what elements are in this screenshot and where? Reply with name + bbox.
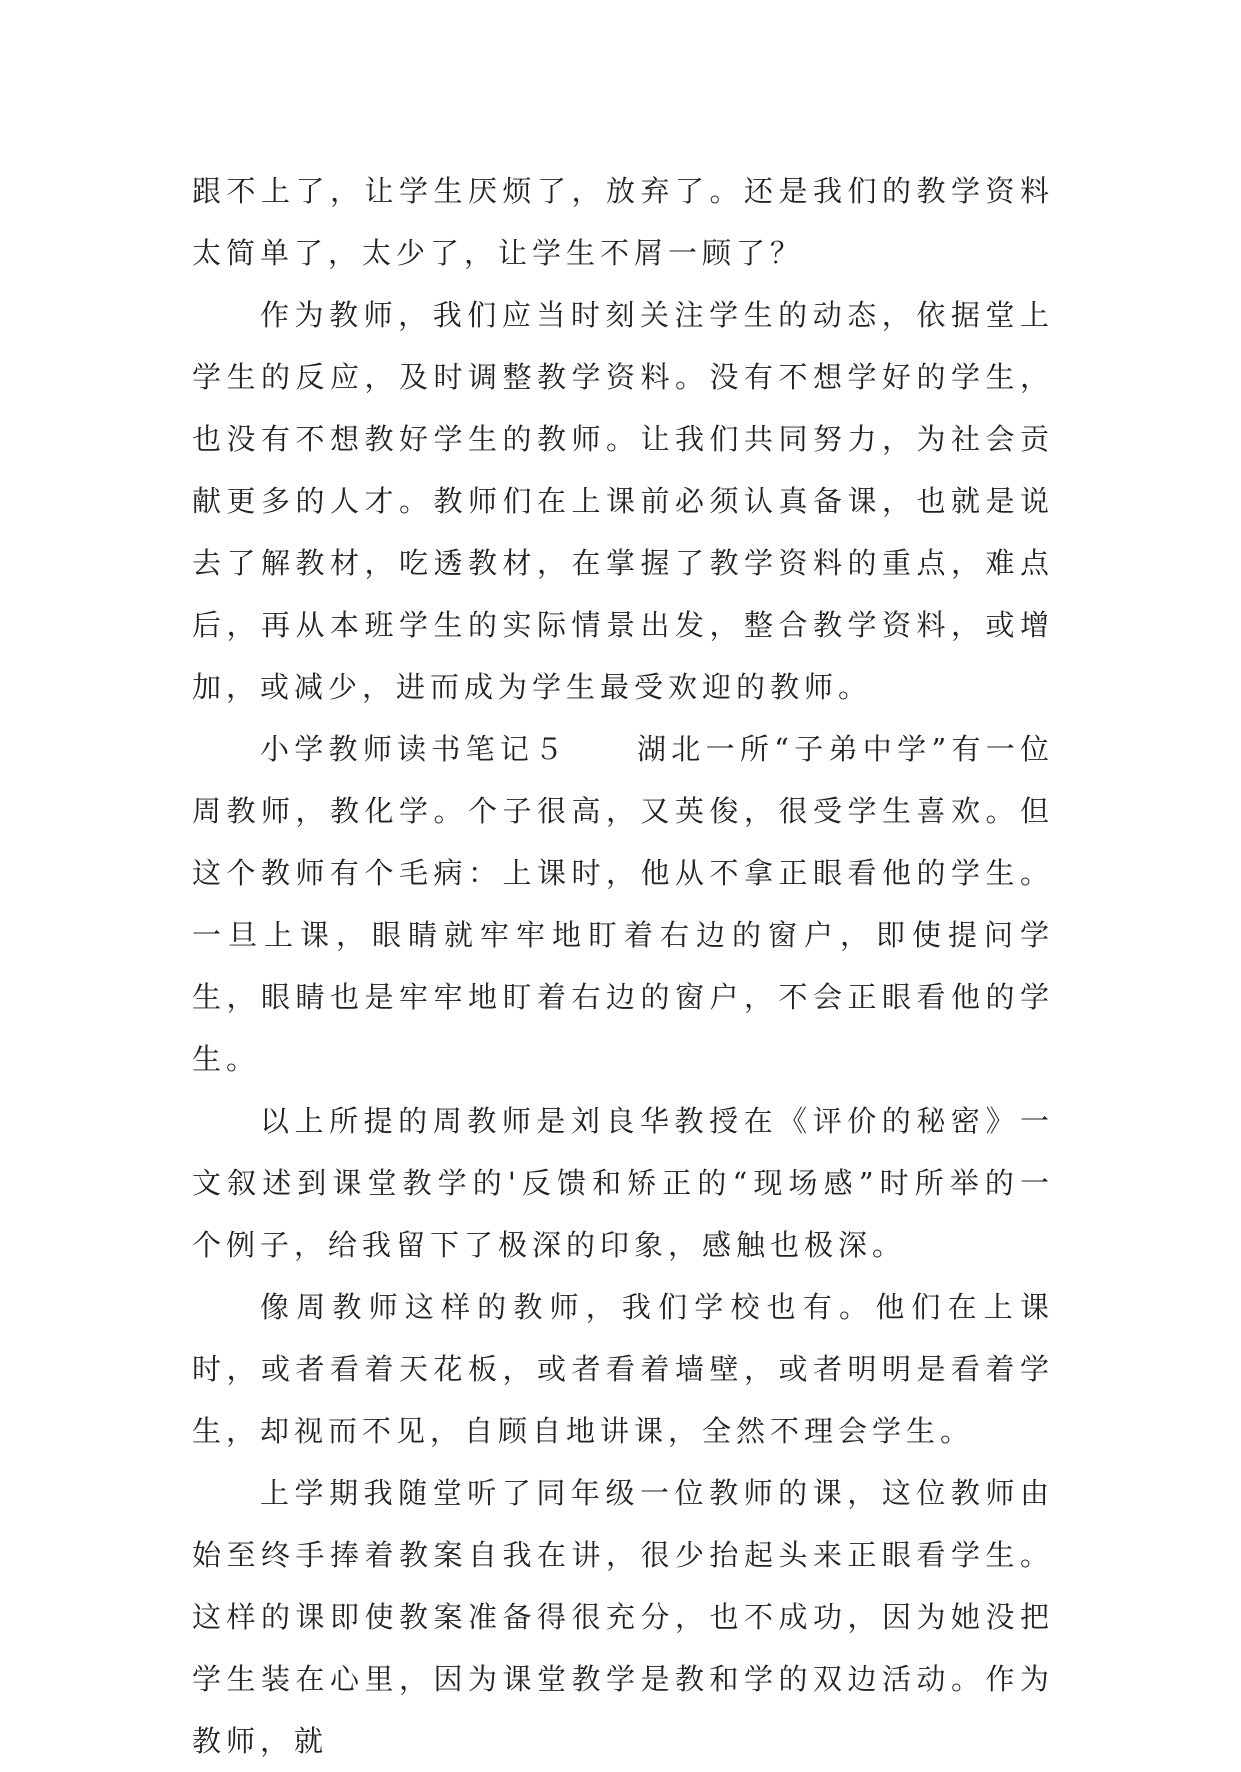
paragraph-4: 以上所提的周教师是刘良华教授在《评价的秘密》一文叙述到课堂教学的'反馈和矫正的“现场感”时所举的一个例子，给我留下了极深的印象，感触也极深。 — [192, 1104, 1054, 1262]
document-body — [192, 160, 1054, 1772]
paragraph-1: 跟不上了，让学生厌烦了，放弃了。还是我们的教学资料太简单了，太少了，让学生不屑一顾了？ — [192, 174, 1054, 270]
paragraph-5: 像周教师这样的教师，我们学校也有。他们在上课时，或者看着天花板，或者看着墙壁，或者明明是看着学生，却视而不见，自顾自地讲课，全然不理会学生。 — [192, 1290, 1054, 1448]
paragraph-6: 上学期我随堂听了同年级一位教师的课，这位教师由始至终手捧着教案自我在讲，很少抬起头来正眼看学生。这样的课即使教案准备得很充分，也不成功，因为她没把学生装在心里，因为课堂教学是教和学的双边活动。作为教师，就 — [192, 1476, 1054, 1758]
paragraph-3: 小学教师读书笔记５ 湖北一所“子弟中学”有一位周教师，教化学。个子很高，又英俊，很受学生喜欢。但这个教师有个毛病：上课时，他从不拿正眼看他的学生。一旦上课，眼睛就牢牢地盯着右边的窗户，即使提问学生，眼睛也是牢牢地盯着右边的窗户，不会正眼看他的学生。 — [192, 732, 1054, 1076]
paragraph-2: 作为教师，我们应当时刻关注学生的动态，依据堂上学生的反应，及时调整教学资料。没有不想学好的学生，也没有不想教好学生的教师。让我们共同努力，为社会贡献更多的人才。教师们在上课前必须认真备课，也就是说去了解教材，吃透教材，在掌握了教学资料的重点，难点后，再从本班学生的实际情景出发，整合教学资料，或增加，或减少，进而成为学生最受欢迎的教师。 — [192, 298, 1054, 704]
